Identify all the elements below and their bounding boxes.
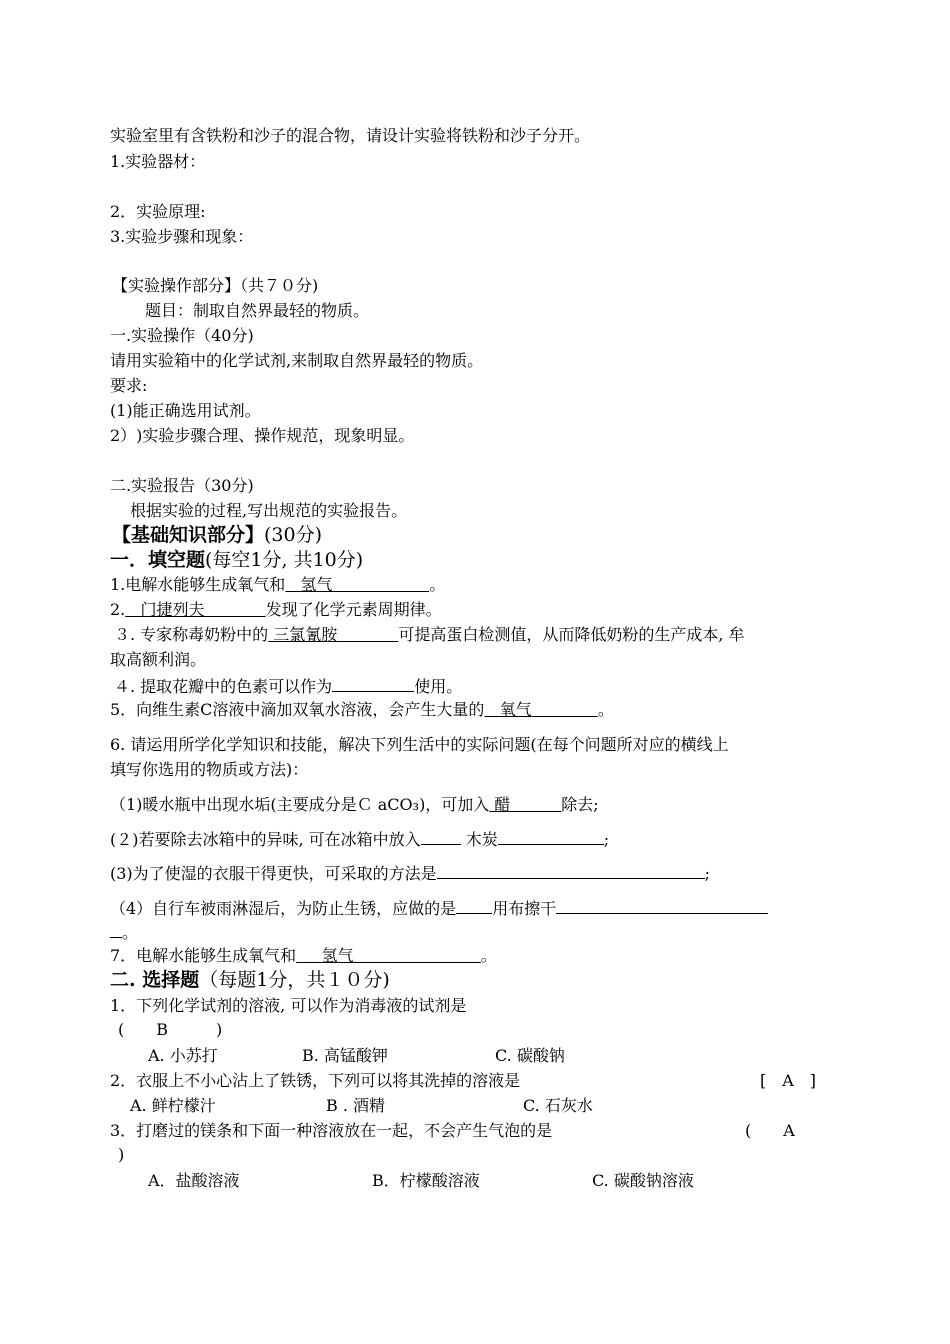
fill-q6-line1: 6. 请运用所学化学知识和技能，解决下列生活中的实际问题(在每个问题所对应的横线上 — [110, 735, 729, 754]
fill-q6b-blank-2[interactable] — [498, 828, 604, 845]
fill-q6b-prefix: (２)若要除去冰箱中的异味, 可在冰箱中放入 — [110, 830, 421, 849]
fill-q6d-blank-3[interactable] — [110, 921, 122, 938]
fill-q6-line2: 填写你选用的物质或方法)： — [110, 760, 309, 779]
fill-q6b-suffix: ; — [603, 830, 610, 849]
fill-q6b-blank[interactable] — [421, 828, 461, 845]
fill-q6a-suffix: 除去; — [561, 795, 599, 814]
intro-task: 实验室里有含铁粉和沙子的混合物，请设计实验将铁粉和沙子分开。 — [110, 126, 591, 145]
choice-q3-option-b[interactable]: B．柠檬酸溶液 — [372, 1171, 480, 1190]
fill-q6d-cont — [110, 921, 138, 943]
choice-q3-option-a[interactable]: A．盐酸溶液 — [148, 1171, 240, 1190]
choice-q1-option-a[interactable]: A. 小苏打 — [148, 1046, 218, 1065]
choice-q3-option-c[interactable]: C. 碳酸钠溶液 — [592, 1171, 694, 1190]
fill-q6d-end: 。 — [122, 923, 139, 942]
fill-q3-cont: 取高额利润。 — [110, 650, 207, 669]
fill-q7 — [110, 946, 497, 966]
fill-q6b — [110, 828, 609, 850]
fill-q3-prefix: ３. 专家称毒奶粉中的 — [114, 625, 269, 644]
choice-q1-option-b[interactable]: B. 高锰酸钾 — [302, 1046, 388, 1065]
choice-q1-option-c[interactable]: C. 碳酸钠 — [495, 1046, 565, 1065]
fill-q2 — [110, 600, 442, 620]
operation-part1-title: 一.实验操作（40分) — [110, 326, 254, 345]
choice-q2-option-a[interactable]: A. 鲜柠檬汁 — [130, 1096, 216, 1115]
basics-header — [112, 523, 322, 547]
operation-part2-title: 二.实验报告（30分) — [110, 476, 254, 495]
choice-q3-answer: ( A — [745, 1121, 795, 1140]
fill-q6d-blank[interactable] — [456, 897, 492, 914]
fill-q5 — [110, 700, 614, 720]
fill-q6d-blank-2[interactable] — [556, 897, 768, 914]
fill-q4-prefix: ４. 提取花瓣中的色素可以作为 — [114, 677, 333, 696]
requirement-1: (1)﻿能正确选用试剂。 — [110, 401, 261, 420]
basics-header-title: 【基础知识部分】 — [112, 524, 265, 546]
intro-q1: 1.实验器材： — [110, 152, 206, 171]
choice-title-note: （每题1分，共１０分) — [199, 969, 390, 991]
fill-q4-blank[interactable] — [332, 675, 414, 692]
fill-q1-suffix: 。 — [429, 575, 446, 594]
fill-q2-answer: 门捷列夫 — [140, 600, 205, 619]
choice-q1-answer: ( B ) — [118, 1020, 223, 1039]
fill-q6c-prefix: (3)为了使湿的衣服干得更快，可采取的方法是 — [110, 864, 437, 883]
fill-q6a — [110, 795, 599, 815]
choice-q3: 3．打磨过的镁条和下面一种溶液放在一起，不会产生气泡的是 — [110, 1121, 553, 1140]
fill-q1-answer: 氢气 — [300, 575, 333, 594]
choice-q3-answer-close: ) — [118, 1145, 125, 1164]
intro-q3: 3.实验步骤和现象： — [110, 227, 254, 246]
choice-q1: 1．下列化学试剂的溶液, 可以作为消毒液的试剂是 — [110, 996, 467, 1015]
choice-q2-option-b[interactable]: B . 酒精 — [326, 1096, 386, 1115]
fill-section-title — [110, 548, 363, 572]
fill-title-note: (每空1分, 共10分) — [205, 549, 364, 571]
fill-q6c — [110, 862, 710, 884]
fill-q3-suffix: 可提高蛋白检测值，从而降低奶粉的生产成本, 牟 — [398, 625, 745, 644]
fill-q5-prefix: 5．向维生素C溶液中滴加双氧水溶液，会产生大量的 — [110, 700, 485, 719]
choice-q2-answer: [ A ] — [760, 1071, 817, 1090]
fill-q2-suffix: 发现了化学元素周期律。 — [265, 600, 442, 619]
requirement-2: 2）﻿)实验步骤合理、操作规范，现象明显。 — [110, 426, 415, 445]
operation-part2-instruction: 根据实验的过程,写出规范的实验报告。 — [130, 501, 408, 520]
choice-q2: 2．衣服上不小心沾上了铁锈，下列可以将其洗掉的溶液是 — [110, 1071, 521, 1090]
fill-q7-suffix: 。 — [480, 946, 497, 965]
choice-section-title — [110, 968, 390, 992]
fill-q1 — [110, 575, 445, 595]
choice-title: 二. 选择题 — [110, 969, 200, 991]
fill-q6c-suffix: ; — [704, 864, 711, 883]
fill-q6a-prefix: （1)暖水瓶中出现水垢(主要成分是Ｃ aCO₃)，可加入 — [110, 795, 490, 814]
intro-q2: 2．实验原理: — [110, 202, 206, 221]
fill-q3 — [114, 625, 745, 645]
fill-q3-answer: 三氯氰胺 — [273, 625, 338, 644]
fill-q6d-answer: 用布擦干 — [492, 899, 557, 918]
fill-q5-answer: 氧气 — [499, 700, 532, 719]
fill-q1-prefix: 1.电解水能够生成氧气和 — [110, 575, 286, 594]
fill-q4 — [114, 675, 462, 697]
fill-q7-prefix: 7．电解水能够生成氧气和 — [110, 946, 297, 965]
requirements-label: 要求: — [110, 376, 148, 395]
fill-title: 一．填空题 — [110, 549, 206, 571]
basics-header-score: (30分) — [264, 524, 323, 546]
fill-q4-suffix: 使用。 — [414, 677, 463, 696]
fill-q6c-blank[interactable] — [437, 862, 705, 879]
fill-q6b-answer: 木炭 — [465, 830, 498, 849]
fill-q5-suffix: 。 — [597, 700, 614, 719]
operation-topic: 题目：制取自然界最轻的物质。 — [145, 301, 370, 320]
fill-q6d-prefix: （4）自行车被雨淋湿后，为防止生锈，应做的是 — [110, 899, 457, 918]
choice-q2-option-c[interactable]: C. 石灰水 — [523, 1096, 593, 1115]
fill-q6a-answer: 醋 — [494, 795, 511, 814]
fill-q2-prefix: 2. — [110, 600, 126, 619]
fill-q6d — [110, 897, 768, 919]
operation-header: 【实验操作部分】（共７０分) — [112, 276, 319, 295]
operation-part1-instruction: ﻿请用实验箱中的化学试剂,来制取自然界最轻的物质。 — [110, 351, 484, 370]
fill-q7-answer: 氢气 — [321, 946, 354, 965]
